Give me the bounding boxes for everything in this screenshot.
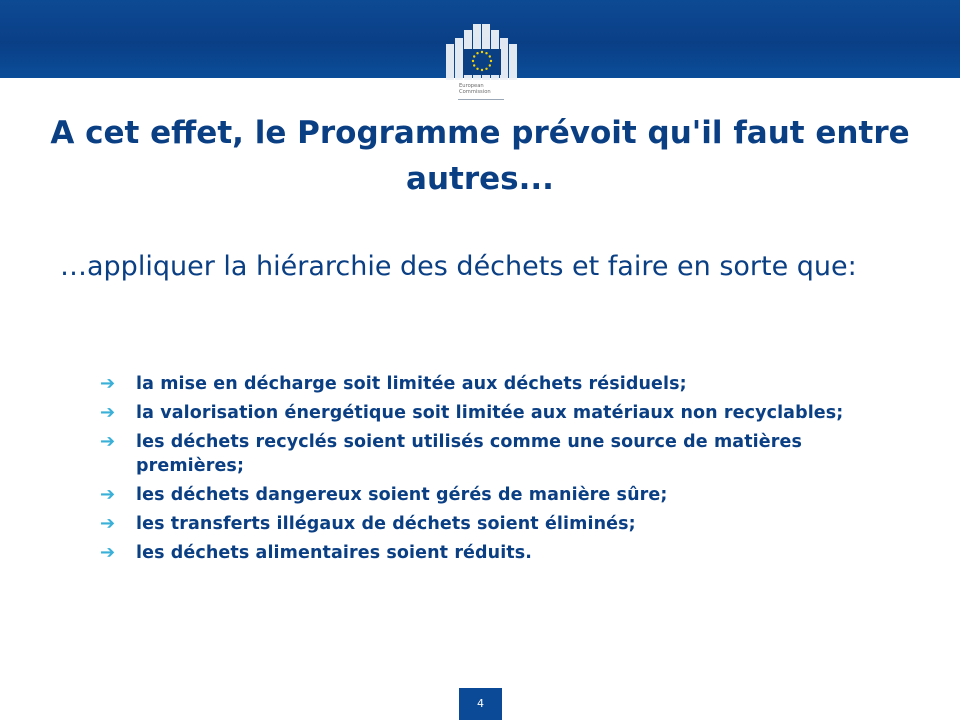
bullet-item (100, 483, 860, 507)
bullet-list (100, 372, 860, 570)
bullet-item (100, 430, 860, 478)
arrow-right-icon: ➔ (100, 513, 116, 534)
intro-text: …appliquer la hiérarchie des déchets et faire en sorte que: (60, 251, 857, 282)
commission-logo (432, 24, 544, 104)
bullet-text: la valorisation énergétique soit limitée aux matériaux non recyclables; (136, 403, 844, 423)
bullet-text: les déchets recyclés soient utilisés comme une source de matières premières; (136, 432, 802, 476)
bullet-item (100, 512, 860, 536)
arrow-right-icon: ➔ (100, 542, 116, 563)
bullet-text: les déchets alimentaires soient réduits. (136, 543, 533, 563)
arrow-right-icon: ➔ (100, 431, 116, 452)
arrow-right-icon: ➔ (100, 484, 116, 505)
logo-underline (458, 99, 504, 100)
page-number: 4 (459, 688, 502, 720)
bullet-text: les transferts illégaux de déchets soient éliminés; (136, 514, 636, 534)
bullet-item (100, 541, 860, 565)
slide-title: A cet effet, le Programme prévoit qu'il faut entre autres... (50, 115, 910, 197)
bullet-item (100, 401, 860, 425)
bullet-text: la mise en décharge soit limitée aux déchets résiduels; (136, 374, 687, 394)
arrow-right-icon: ➔ (100, 373, 116, 394)
bullet-text: les déchets dangereux soient gérés de manière sûre; (136, 485, 668, 505)
arrow-right-icon: ➔ (100, 402, 116, 423)
bullet-item (100, 372, 860, 396)
logo-caption: European Commission (459, 83, 491, 95)
